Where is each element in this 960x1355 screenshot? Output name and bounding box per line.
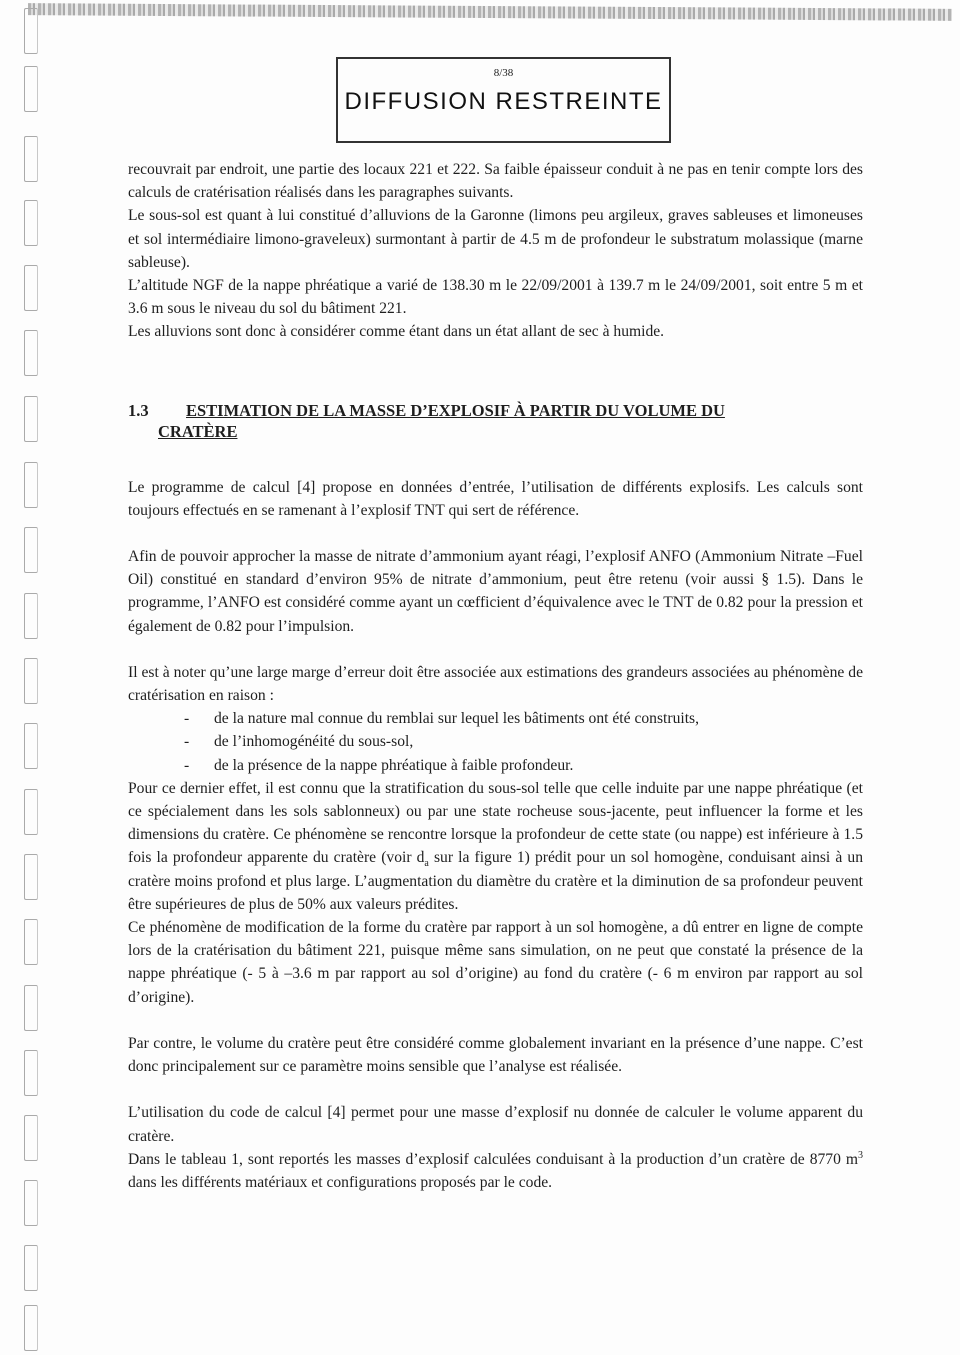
paragraph: Ce phénomène de modification de la forme du cratère par rapport à un sol homogène, a dû entrer en ligne de compte lors de la cratérisation du bâtiment 221, puisque même sans simulation, on ne peut que constaté la présence de la nappe phréatique (- 5 à –3.6 m par rapport au sol d’origine) au fond du cratère (- 6 m environ par rapport au sol d’origine). xyxy=(128,919,863,1006)
binder-hole xyxy=(24,66,38,112)
binder-hole xyxy=(24,1305,38,1351)
list-dash: - xyxy=(184,710,190,728)
paragraph: Par contre, le volume du cratère peut être considéré comme globalement invariant en la présence d’une nappe. C’est donc principalement sur ce paramètre moins sensible que l’analyse est réalisée. xyxy=(128,1034,863,1076)
binder-hole xyxy=(24,1180,38,1226)
binder-hole xyxy=(24,1115,38,1161)
superscript: 3 xyxy=(858,1149,863,1161)
binder-hole xyxy=(24,462,38,508)
binder-hole xyxy=(24,527,38,573)
binder-hole xyxy=(24,985,38,1031)
list-item-text: de la présence de la nappe phréatique à faible profondeur. xyxy=(214,756,574,774)
list-dash: - xyxy=(184,733,190,751)
text-span: dans les différents matériaux et configurations proposés par le code. xyxy=(128,1173,553,1191)
binder-hole xyxy=(24,658,38,704)
list-dash: - xyxy=(184,756,190,774)
binder-hole xyxy=(24,330,38,376)
list-item-text: de la nature mal connue du remblai sur lequel les bâtiments ont été construits, xyxy=(214,710,699,728)
section-title-line1: ESTIMATION DE LA MASSE D’EXPLOSIF À PARTIR DU VOLUME DU xyxy=(186,400,725,420)
binder-hole xyxy=(24,265,38,311)
binder-hole xyxy=(24,8,38,54)
binder-hole xyxy=(24,396,38,442)
cause-list xyxy=(128,707,863,777)
paragraph: Le sous-sol est quant à lui constitué d’alluvions de la Garonne (limons peu argileux, graves sableuses et limoneuses et sol intermédiaire limono-graveleux) surmontant à partir de 4.5 m de profondeur le substratum molassique (marne sableuse). xyxy=(128,207,863,271)
text-span: sur la figure 1) prédit pour un sol homogène, conduisant ainsi à un cratère moins profond et plus large. L’augmentation du diamètre du cratère et la diminution de sa profondeur peuvent être supérieures de plus de 50% aux valeurs prédites. xyxy=(128,849,864,913)
binder-hole xyxy=(24,723,38,769)
binder-hole xyxy=(24,593,38,639)
scan-artifact xyxy=(28,3,952,21)
text-span: Dans le tableau 1, sont reportés les masses d’explosif calculées conduisant à la production d’un cratère de 8770 m xyxy=(128,1150,858,1168)
page-number: 8/38 xyxy=(493,67,514,79)
binder-hole xyxy=(24,789,38,835)
paragraph: L’altitude NGF de la nappe phréatique a varié de 138.30 m le 22/09/2001 à 139.7 m le 24/09/2001, soit entre 5 m et 3.6 m sous le niveau du sol du bâtiment 221. xyxy=(128,277,863,318)
paragraph: Afin de pouvoir approcher la masse de nitrate d’ammonium ayant réagi, l’explosif ANFO (Ammonium Nitrate –Fuel Oil) constitué en standard d’environ 95% de nitrate d’ammonium, peut être retenu (voir aussi § 1.5). Dans le programme, l’ANFO est considéré comme ayant un cœfficient d’équivalence avec le TNT de 0.82 pour la pression et également de 0.82 pour l’impulsion. xyxy=(128,548,863,635)
binder-holes xyxy=(24,0,44,1355)
paragraph xyxy=(128,777,863,916)
binder-hole xyxy=(24,200,38,246)
list-item xyxy=(128,754,863,777)
list-item xyxy=(128,707,863,730)
binder-hole xyxy=(24,854,38,900)
paragraph: Il est à noter qu’une large marge d’erreur doit être associée aux estimations des grandeurs associées au phénomène de cratérisation en raison : xyxy=(128,663,863,705)
list-item-text: de l’inhomogénéité du sous-sol, xyxy=(214,733,414,751)
paragraph: recouvrait par endroit, une partie des locaux 221 et 222. Sa faible épaisseur conduit à ne pas en tenir compte lors des calculs de cratérisation réalisés dans les paragraphes suivants. xyxy=(128,161,863,202)
classification-label: DIFFUSION RESTREINTE xyxy=(344,88,663,115)
section-title-line2: CRATÈRE xyxy=(158,421,238,441)
paragraph: L’utilisation du code de calcul [4] permet pour une masse d’explosif nu donnée de calculer le volume apparent du cratère. xyxy=(128,1104,863,1145)
binder-hole xyxy=(24,1245,38,1291)
binder-hole xyxy=(24,919,38,965)
subscript: a xyxy=(424,858,429,870)
section-number: 1.3 xyxy=(128,400,149,420)
binder-hole xyxy=(24,1050,38,1096)
list-item xyxy=(128,730,863,753)
paragraph xyxy=(128,1148,863,1194)
binder-hole xyxy=(24,136,38,182)
text-span: Pour ce dernier effet, il est connu que la stratification du sous-sol telle que celle induite par une nappe phréatique (et ce spécialement dans les sols sablonneux) ou par une state rocheuse sous-jacente, peut influencer la forme et les dimensions du cratère. Ce phénomène se rencontre lorsque la profondeur de cette state (ou nappe) est inférieure à 1.5 fois la profondeur apparente du cratère (voir d xyxy=(128,779,863,867)
paragraph: Le programme de calcul [4] propose en données d’entrée, l’utilisation de différents explosifs. Les calculs sont toujours effectués en se ramenant à l’explosif TNT qui sert de référence. xyxy=(128,478,863,519)
section-heading xyxy=(128,400,863,442)
paragraph: Les alluvions sont donc à considérer comme étant dans un état allant de sec à humide. xyxy=(128,323,665,341)
classification-header xyxy=(336,57,671,143)
document-body xyxy=(128,158,863,1194)
